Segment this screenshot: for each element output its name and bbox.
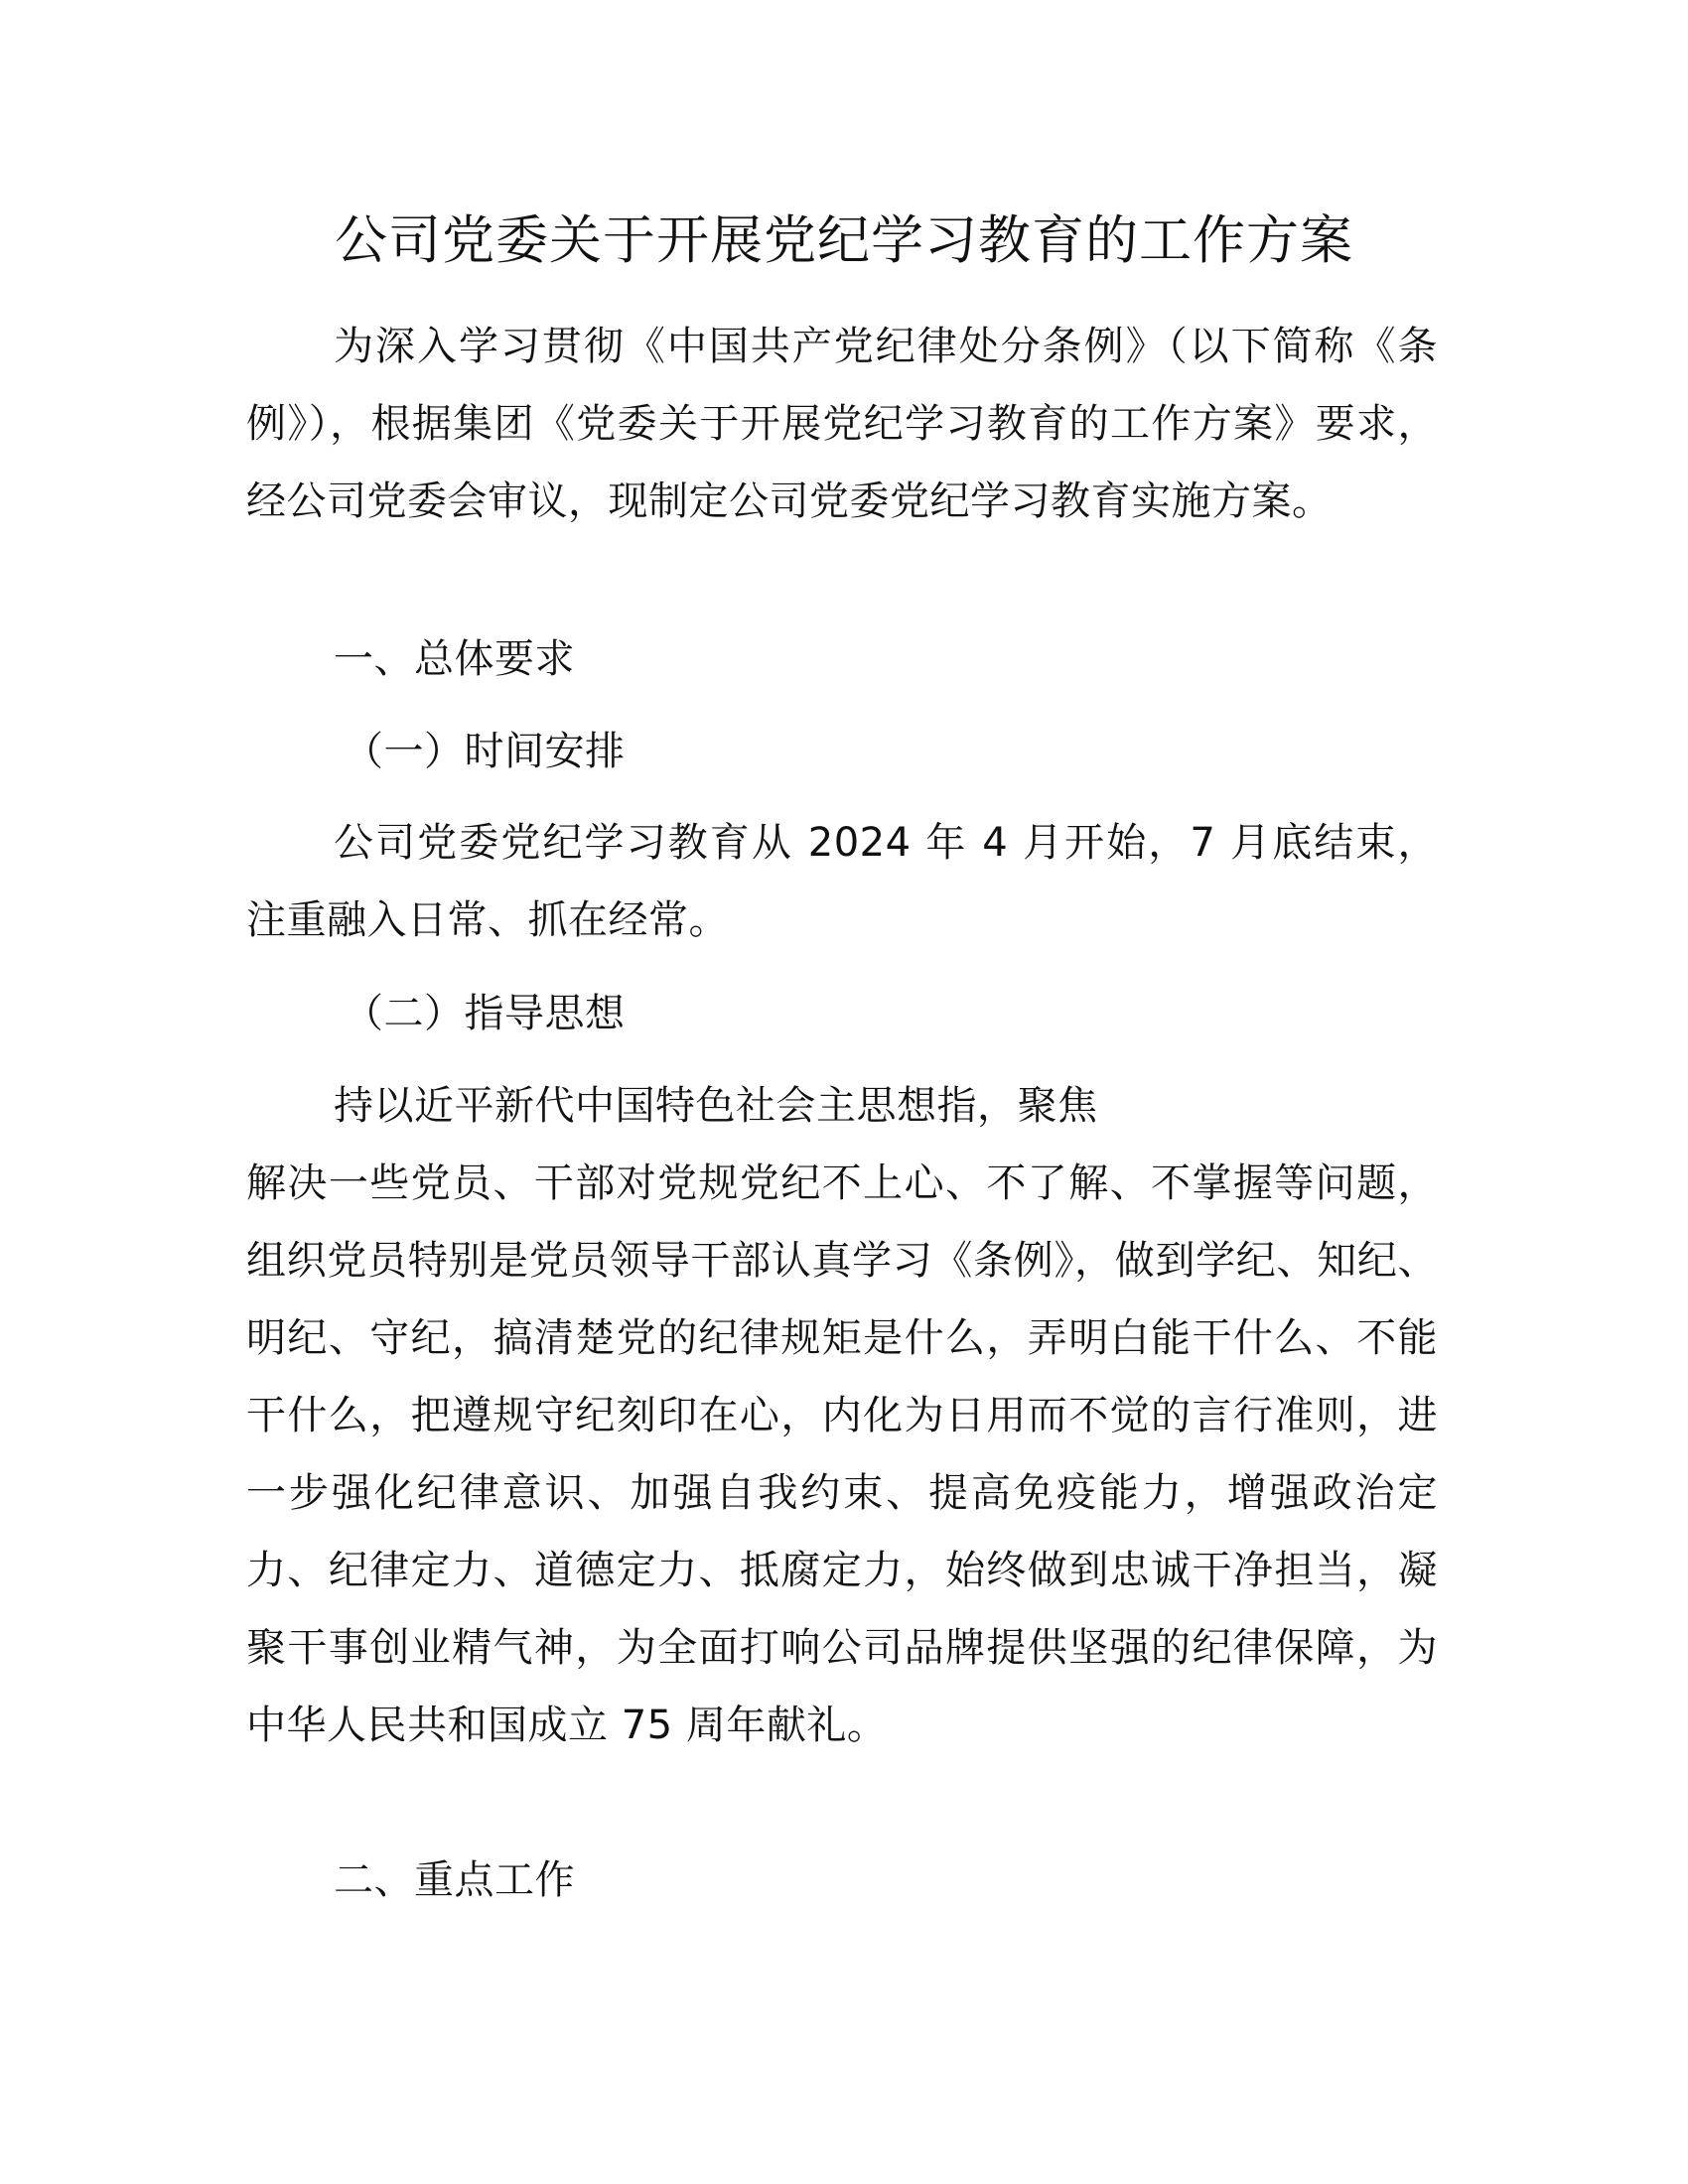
intro-paragraph: 为深入学习贯彻《中国共产党纪律处分条例》（以下简称《条例》），根据集团《党委关于开展党纪学习教育的工作方案》要求，经公司党委会审议，现制定公司党委党纪学习教育实施方案。: [246, 324, 1438, 524]
schedule-paragraph: 公司党委党纪学习教育从 2024 年 4 月开始，7 月底结束，注重融入日常、抓在经常。: [246, 820, 1438, 943]
section-heading-overall-requirements: 一、总体要求: [334, 636, 575, 682]
subsection-heading-schedule: （一）时间安排: [344, 729, 626, 774]
guiding-thought-paragraph: 解决一些党员、干部对党规党纪不上心、不了解、不掌握等问题，组织党员特别是党员领导干部认真学习《条例》，做到学纪、知纪、明纪、守纪，搞清楚党的纪律规矩是什么，弄明白能干什么、不能干什么，把遵规守纪刻印在心，内化为日用而不觉的言行准则，进一步强化纪律意识、加强自我约束、提高免疫能力，增强政治定力、纪律定力、道德定力、抵腐定力，始终做到忠诚干净担当，凝聚干事创业精气神，为全面打响公司品牌提供坚强的纪律保障，为中华人民共和国成立 75 周年献礼。: [246, 1160, 1438, 1748]
subsection-heading-guiding-thought: （二）指导思想: [344, 991, 626, 1036]
section-heading-key-work: 二、重点工作: [334, 1857, 575, 1903]
document-title: 公司党委关于开展党纪学习教育的工作方案: [335, 210, 1353, 271]
guiding-thought-first-line: 持以近平新代中国特色社会主思想指，聚焦: [334, 1083, 1098, 1129]
